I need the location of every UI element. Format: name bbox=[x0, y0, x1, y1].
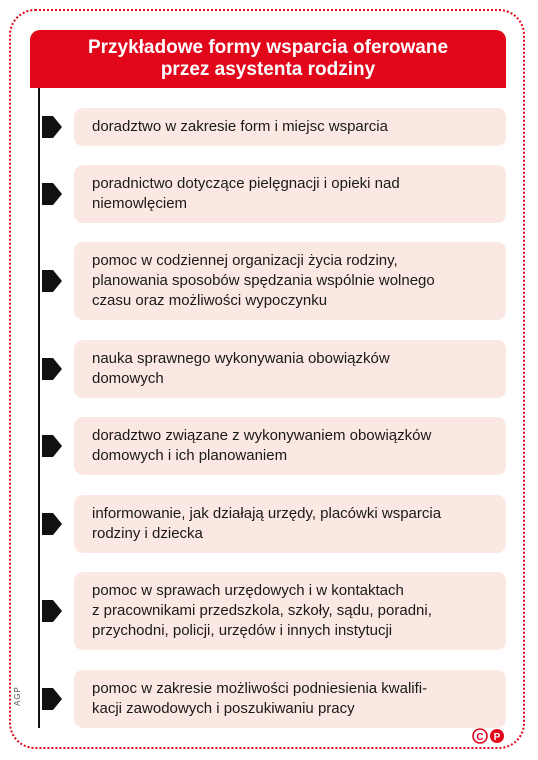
arrow-right-icon bbox=[42, 435, 62, 457]
support-item-text bbox=[92, 174, 400, 214]
support-item bbox=[74, 340, 506, 398]
support-item bbox=[74, 417, 506, 475]
support-item-text bbox=[92, 349, 390, 389]
support-item bbox=[74, 670, 506, 728]
support-item-line: doradztwo związane z wykonywaniem obowiązków bbox=[92, 427, 432, 444]
support-item bbox=[74, 165, 506, 223]
support-item-line: informowanie, jak działają urzędy, placówki wsparcia bbox=[92, 505, 442, 522]
support-item-line: domowych i ich planowaniem bbox=[92, 447, 288, 464]
support-item-line: niemowlęciem bbox=[92, 195, 188, 212]
support-item-line: nauka sprawnego wykonywania obowiązków bbox=[92, 350, 390, 367]
arrow-right-icon bbox=[42, 513, 62, 535]
support-item-text bbox=[92, 679, 427, 719]
arrow-right-icon bbox=[42, 183, 62, 205]
support-item-line: domowych bbox=[92, 370, 164, 387]
arrow-right-icon bbox=[42, 688, 62, 710]
support-item-line: przychodni, policji, urzędów i innych instytucji bbox=[92, 622, 393, 639]
copyright-logo-icon bbox=[472, 728, 506, 744]
arrow-right-icon bbox=[42, 358, 62, 380]
support-item-line: planowania sposobów spędzania wspólnie wolnego bbox=[92, 272, 435, 289]
arrow-right-icon bbox=[42, 116, 62, 138]
arrow-right-icon bbox=[42, 270, 62, 292]
support-item-line: rodziny i dziecka bbox=[92, 525, 203, 542]
timeline-line bbox=[38, 88, 40, 728]
support-item-line: kacji zawodowych i poszukiwaniu pracy bbox=[92, 700, 355, 717]
support-item bbox=[74, 495, 506, 553]
support-item-line: poradnictwo dotyczące pielęgnacji i opieki nad bbox=[92, 175, 400, 192]
title-line-2: przez asystenta rodziny bbox=[160, 59, 376, 80]
agency-credit: AGP bbox=[13, 686, 22, 706]
support-item-text bbox=[92, 581, 432, 641]
support-item-line: czasu oraz możliwości wypoczynku bbox=[92, 292, 328, 309]
title-line-1: Przykładowe formy wsparcia oferowane bbox=[87, 37, 449, 58]
support-item-text bbox=[92, 117, 388, 137]
support-item-line: z pracownikami przedszkola, szkoły, sądu, poradni, bbox=[92, 602, 432, 619]
title-banner bbox=[30, 30, 506, 88]
support-item bbox=[74, 572, 506, 650]
support-item bbox=[74, 242, 506, 320]
support-item-text bbox=[92, 426, 431, 466]
arrow-right-icon bbox=[42, 600, 62, 622]
support-item-line: doradztwo w zakresie form i miejsc wsparcia bbox=[92, 118, 388, 135]
support-item-text bbox=[92, 251, 435, 311]
support-item-line: pomoc w sprawach urzędowych i w kontaktach bbox=[92, 582, 404, 599]
svg-text:P: P bbox=[493, 732, 501, 743]
svg-text:C: C bbox=[476, 732, 484, 743]
support-item bbox=[74, 108, 506, 146]
support-item-text bbox=[92, 504, 441, 544]
support-item-line: pomoc w codziennej organizacji życia rodziny, bbox=[92, 252, 398, 269]
support-item-line: pomoc w zakresie możliwości podniesienia kwalifi- bbox=[92, 680, 428, 697]
